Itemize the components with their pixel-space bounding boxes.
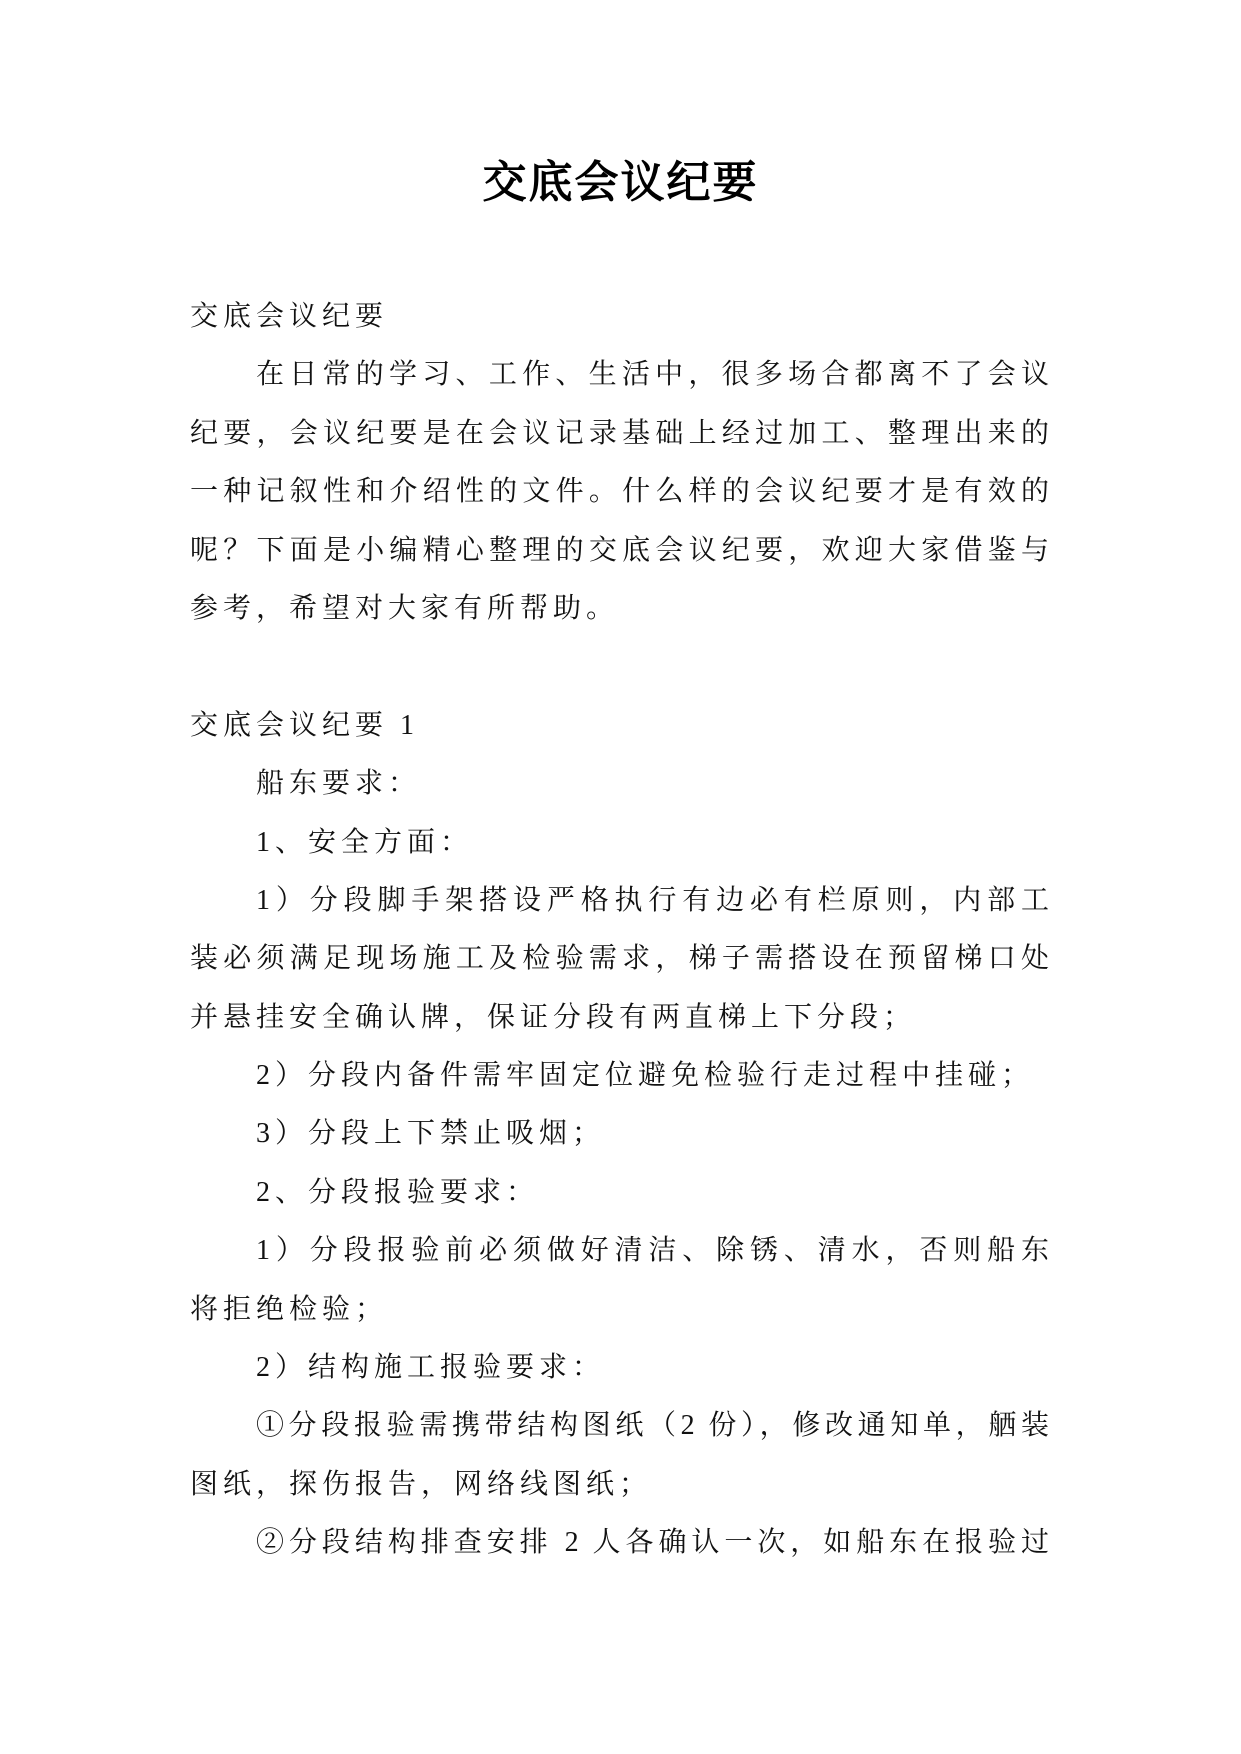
paragraph-line: 参考，希望对大家有所帮助。 bbox=[190, 592, 620, 624]
paragraph-line: 2、分段报验要求： bbox=[256, 1176, 540, 1208]
paragraph-line: ①分段报验需携带结构图纸（2 份），修改通知单，舾装 bbox=[256, 1410, 1051, 1442]
paragraph-line: 图纸，探伤报告，网络线图纸； bbox=[190, 1468, 653, 1500]
paragraph-line: 1）分段报验前必须做好清洁、除锈、清水，否则船东 bbox=[256, 1235, 1051, 1267]
document-body bbox=[190, 288, 1051, 1573]
section-1-paragraphs bbox=[190, 755, 1051, 1572]
paragraph bbox=[190, 755, 1051, 813]
paragraph-line: 装必须满足现场施工及检验需求，梯子需搭设在预留梯口处 bbox=[190, 943, 1051, 975]
paragraph-line: 在日常的学习、工作、生活中，很多场合都离不了会议 bbox=[256, 359, 1051, 391]
intro-section bbox=[190, 288, 1051, 638]
paragraph-line: 2）结构施工报验要求： bbox=[256, 1352, 606, 1384]
paragraph-line: 将拒绝检验； bbox=[190, 1293, 389, 1325]
paragraph bbox=[190, 1222, 1051, 1339]
intro-heading: 交底会议纪要 bbox=[190, 301, 389, 332]
paragraph bbox=[190, 1105, 1051, 1163]
paragraph bbox=[190, 814, 1051, 872]
paragraph-line: 1、安全方面： bbox=[256, 826, 474, 858]
paragraph bbox=[190, 1514, 1051, 1572]
paragraph bbox=[190, 872, 1051, 1047]
paragraph-line: 船东要求： bbox=[256, 768, 422, 800]
paragraph bbox=[190, 1339, 1051, 1397]
paragraph-line: 纪要，会议纪要是在会议记录基础上经过加工、整理出来的 bbox=[190, 417, 1051, 449]
paragraph-line: 并悬挂安全确认牌，保证分段有两直梯上下分段； bbox=[190, 1001, 917, 1033]
intro-paragraphs bbox=[190, 346, 1051, 638]
paragraph-line: 2）分段内备件需牢固定位避免检验行走过程中挂碰； bbox=[256, 1060, 1035, 1092]
paragraph-line: 一种记叙性和介绍性的文件。什么样的会议纪要才是有效的 bbox=[190, 476, 1051, 508]
paragraph bbox=[190, 1397, 1051, 1514]
paragraph-line: 1）分段脚手架搭设严格执行有边必有栏原则，内部工 bbox=[256, 884, 1051, 916]
document-title: 交底会议纪要 bbox=[482, 158, 759, 207]
paragraph bbox=[190, 346, 1051, 638]
paragraph-line: 呢？下面是小编精心整理的交底会议纪要，欢迎大家借鉴与 bbox=[190, 534, 1051, 566]
section-1-heading: 交底会议纪要 1 bbox=[190, 709, 420, 741]
paragraph-line: ②分段结构排查安排 2 人各确认一次，如船东在报验过 bbox=[256, 1527, 1051, 1559]
paragraph-line: 3）分段上下禁止吸烟； bbox=[256, 1118, 606, 1150]
paragraph bbox=[190, 1047, 1051, 1105]
section-1 bbox=[190, 697, 1051, 1573]
section-spacer bbox=[190, 638, 1051, 696]
paragraph bbox=[190, 1164, 1051, 1222]
